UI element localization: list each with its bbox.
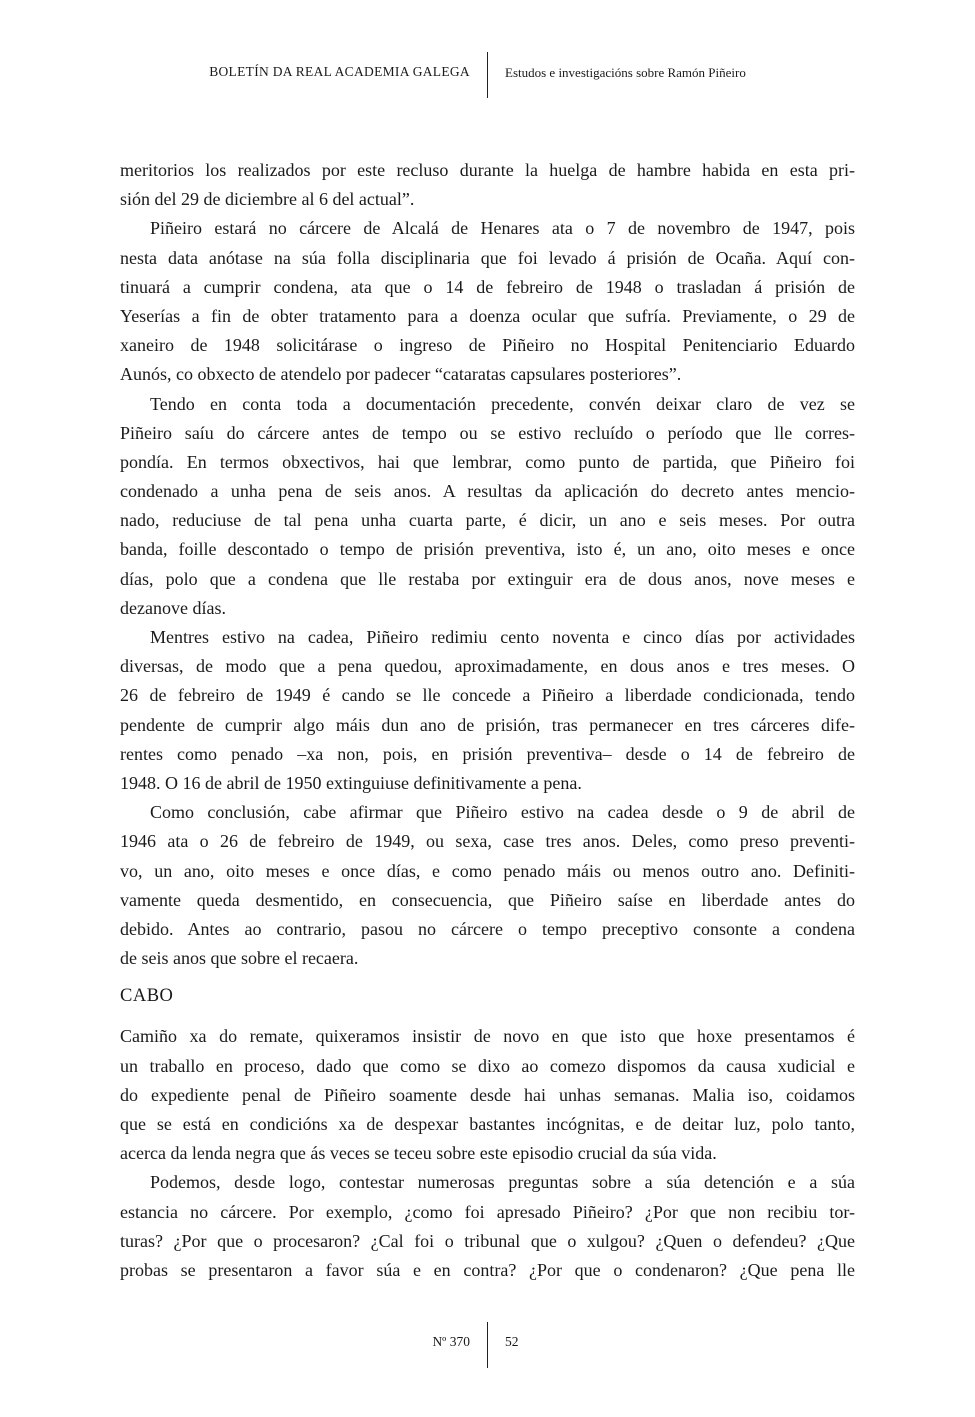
text-line: debido. Antes ao contrario, pasou no cárcere o tempo preceptivo consonte a condena bbox=[120, 918, 855, 939]
journal-title: BOLETÍN DA REAL ACADEMIA GALEGA bbox=[209, 64, 470, 79]
header-divider bbox=[487, 52, 488, 98]
text-line: sión del 29 de diciembre al 6 del actual”. bbox=[120, 189, 415, 210]
text-line: turas? ¿Por que o procesaron? ¿Cal foi o tribunal que o xulgou? ¿Quen o defendeu? ¿Que bbox=[120, 1230, 855, 1251]
paragraph bbox=[120, 156, 855, 214]
text-line: rentes como penado –xa non, pois, en prisión preventiva– desde o 14 de febreiro de bbox=[120, 743, 855, 764]
paragraph bbox=[120, 1022, 855, 1168]
page-number: 52 bbox=[505, 1334, 519, 1349]
text-line: estancia no cárcere. Por exemplo, ¿como foi apresado Piñeiro? ¿Por que non recibiu tor- bbox=[120, 1201, 855, 1222]
text-line: 1946 ata o 26 de febreiro de 1949, ou sexa, case tres anos. Deles, como preso preventi- bbox=[120, 831, 855, 852]
text-line: pendente de cumprir algo máis dun ano de prisión, tras permanecer en tres cárceres dife- bbox=[120, 714, 855, 735]
text-line: Podemos, desde logo, contestar numerosas preguntas sobre a súa detención e a súa bbox=[150, 1172, 855, 1193]
text-line: 1948. O 16 de abril de 1950 extinguiuse definitivamente a pena. bbox=[120, 772, 582, 793]
text-line: Piñeiro saíu do cárcere antes de tempo ou se estivo recluído o período que lle corres- bbox=[120, 422, 855, 443]
paragraph bbox=[120, 623, 855, 798]
text-line: de seis anos que sobre el recaera. bbox=[120, 948, 359, 969]
text-line: Camiño xa do remate, quixeramos insistir de novo en que isto que hoxe presentamos é bbox=[120, 1026, 855, 1047]
text-line: diversas, de modo que a pena quedou, aproximadamente, en dous anos e tres meses. O bbox=[120, 656, 855, 677]
text-line: Como conclusión, cabe afirmar que Piñeiro estivo na cadea desde o 9 de abril de bbox=[150, 802, 855, 823]
text-line: Aunós, co obxecto de atendelo por padecer “cataratas capsulares posteriores”. bbox=[120, 364, 682, 385]
paragraph bbox=[120, 1168, 855, 1285]
text-line: meritorios los realizados por este recluso durante la huelga de hambre habida en esta pri- bbox=[120, 160, 855, 180]
text-line: nesta data anótase na súa folla disciplinaria que foi levado á prisión de Ocaña. Aquí con- bbox=[120, 247, 855, 268]
text-line: vamente queda desmentido, en consecuencia, que Piñeiro saíse en liberdade antes do bbox=[120, 889, 855, 910]
section-title: Estudos e investigacións sobre Ramón Piñeiro bbox=[505, 65, 746, 80]
text-line: probas se presentaron a favor súa e en contra? ¿Por que o condenaron? ¿Que pena lle bbox=[120, 1259, 855, 1280]
text-line: Piñeiro estará no cárcere de Alcalá de Henares ata o 7 de novembro de 1947, pois bbox=[150, 218, 855, 239]
text-line: 26 de febreiro de 1949 é cando se lle concede a Piñeiro a liberdade condicionada, tendo bbox=[120, 685, 855, 706]
section-heading: CABO bbox=[120, 986, 174, 1007]
text-line: que se está en condicións xa de despexar bastantes incógnitas, e de deitar luz, polo tanto, bbox=[120, 1114, 855, 1134]
text-line: xaneiro de 1948 solicitárase o ingreso de Piñeiro no Hospital Penitenciario Eduardo bbox=[120, 335, 855, 356]
footer-divider bbox=[487, 1322, 488, 1368]
text-line: Mentres estivo na cadea, Piñeiro redimiu cento noventa e cinco días por actividades bbox=[150, 627, 855, 647]
issue-number: Nº 370 bbox=[432, 1334, 470, 1349]
text-line: días, polo que a condena que lle restaba por extinguir era de dous anos, nove meses e bbox=[120, 568, 855, 589]
text-line: vo, un ano, oito meses e once días, e como penado máis ou menos outro ano. Definiti- bbox=[120, 860, 855, 881]
text-line: nado, reduciuse de tal pena unha cuarta parte, é dicir, un ano e seis meses. Por outra bbox=[120, 510, 855, 531]
text-line: banda, foille descontado o tempo de prisión preventiva, isto é, un ano, oito meses e once bbox=[120, 539, 855, 560]
text-line: tinuará a cumprir condena, ata que o 14 de febreiro de 1948 o trasladan á prisión de bbox=[120, 276, 855, 297]
text-line: do expediente penal de Piñeiro soamente desde hai unhas semanas. Malia iso, coidamos bbox=[120, 1084, 855, 1105]
text-line: condenado a unha pena de seis anos. A resultas da aplicación do decreto antes mencio- bbox=[120, 481, 855, 502]
paragraph bbox=[120, 390, 855, 624]
text-line: un traballo en proceso, dado que como se dixo ao comezo dispomos da causa xudicial e bbox=[120, 1055, 855, 1076]
text-line: dezanove días. bbox=[120, 597, 226, 618]
text-line: Tendo en conta toda a documentación precedente, convén deixar claro de vez se bbox=[150, 393, 855, 414]
paragraph bbox=[120, 798, 855, 973]
text-line: pondía. En termos obxectivos, hai que lembrar, como punto de partida, que Piñeiro foi bbox=[120, 451, 855, 472]
text-line: Yeserías a fin de obter tratamento para a doenza ocular que sufría. Previamente, o 29 de bbox=[120, 305, 855, 326]
paragraph bbox=[120, 214, 855, 389]
article-body bbox=[120, 156, 855, 1285]
text-line: acerca da lenda negra que ás veces se teceu sobre este episodio crucial da súa vida. bbox=[120, 1143, 717, 1164]
